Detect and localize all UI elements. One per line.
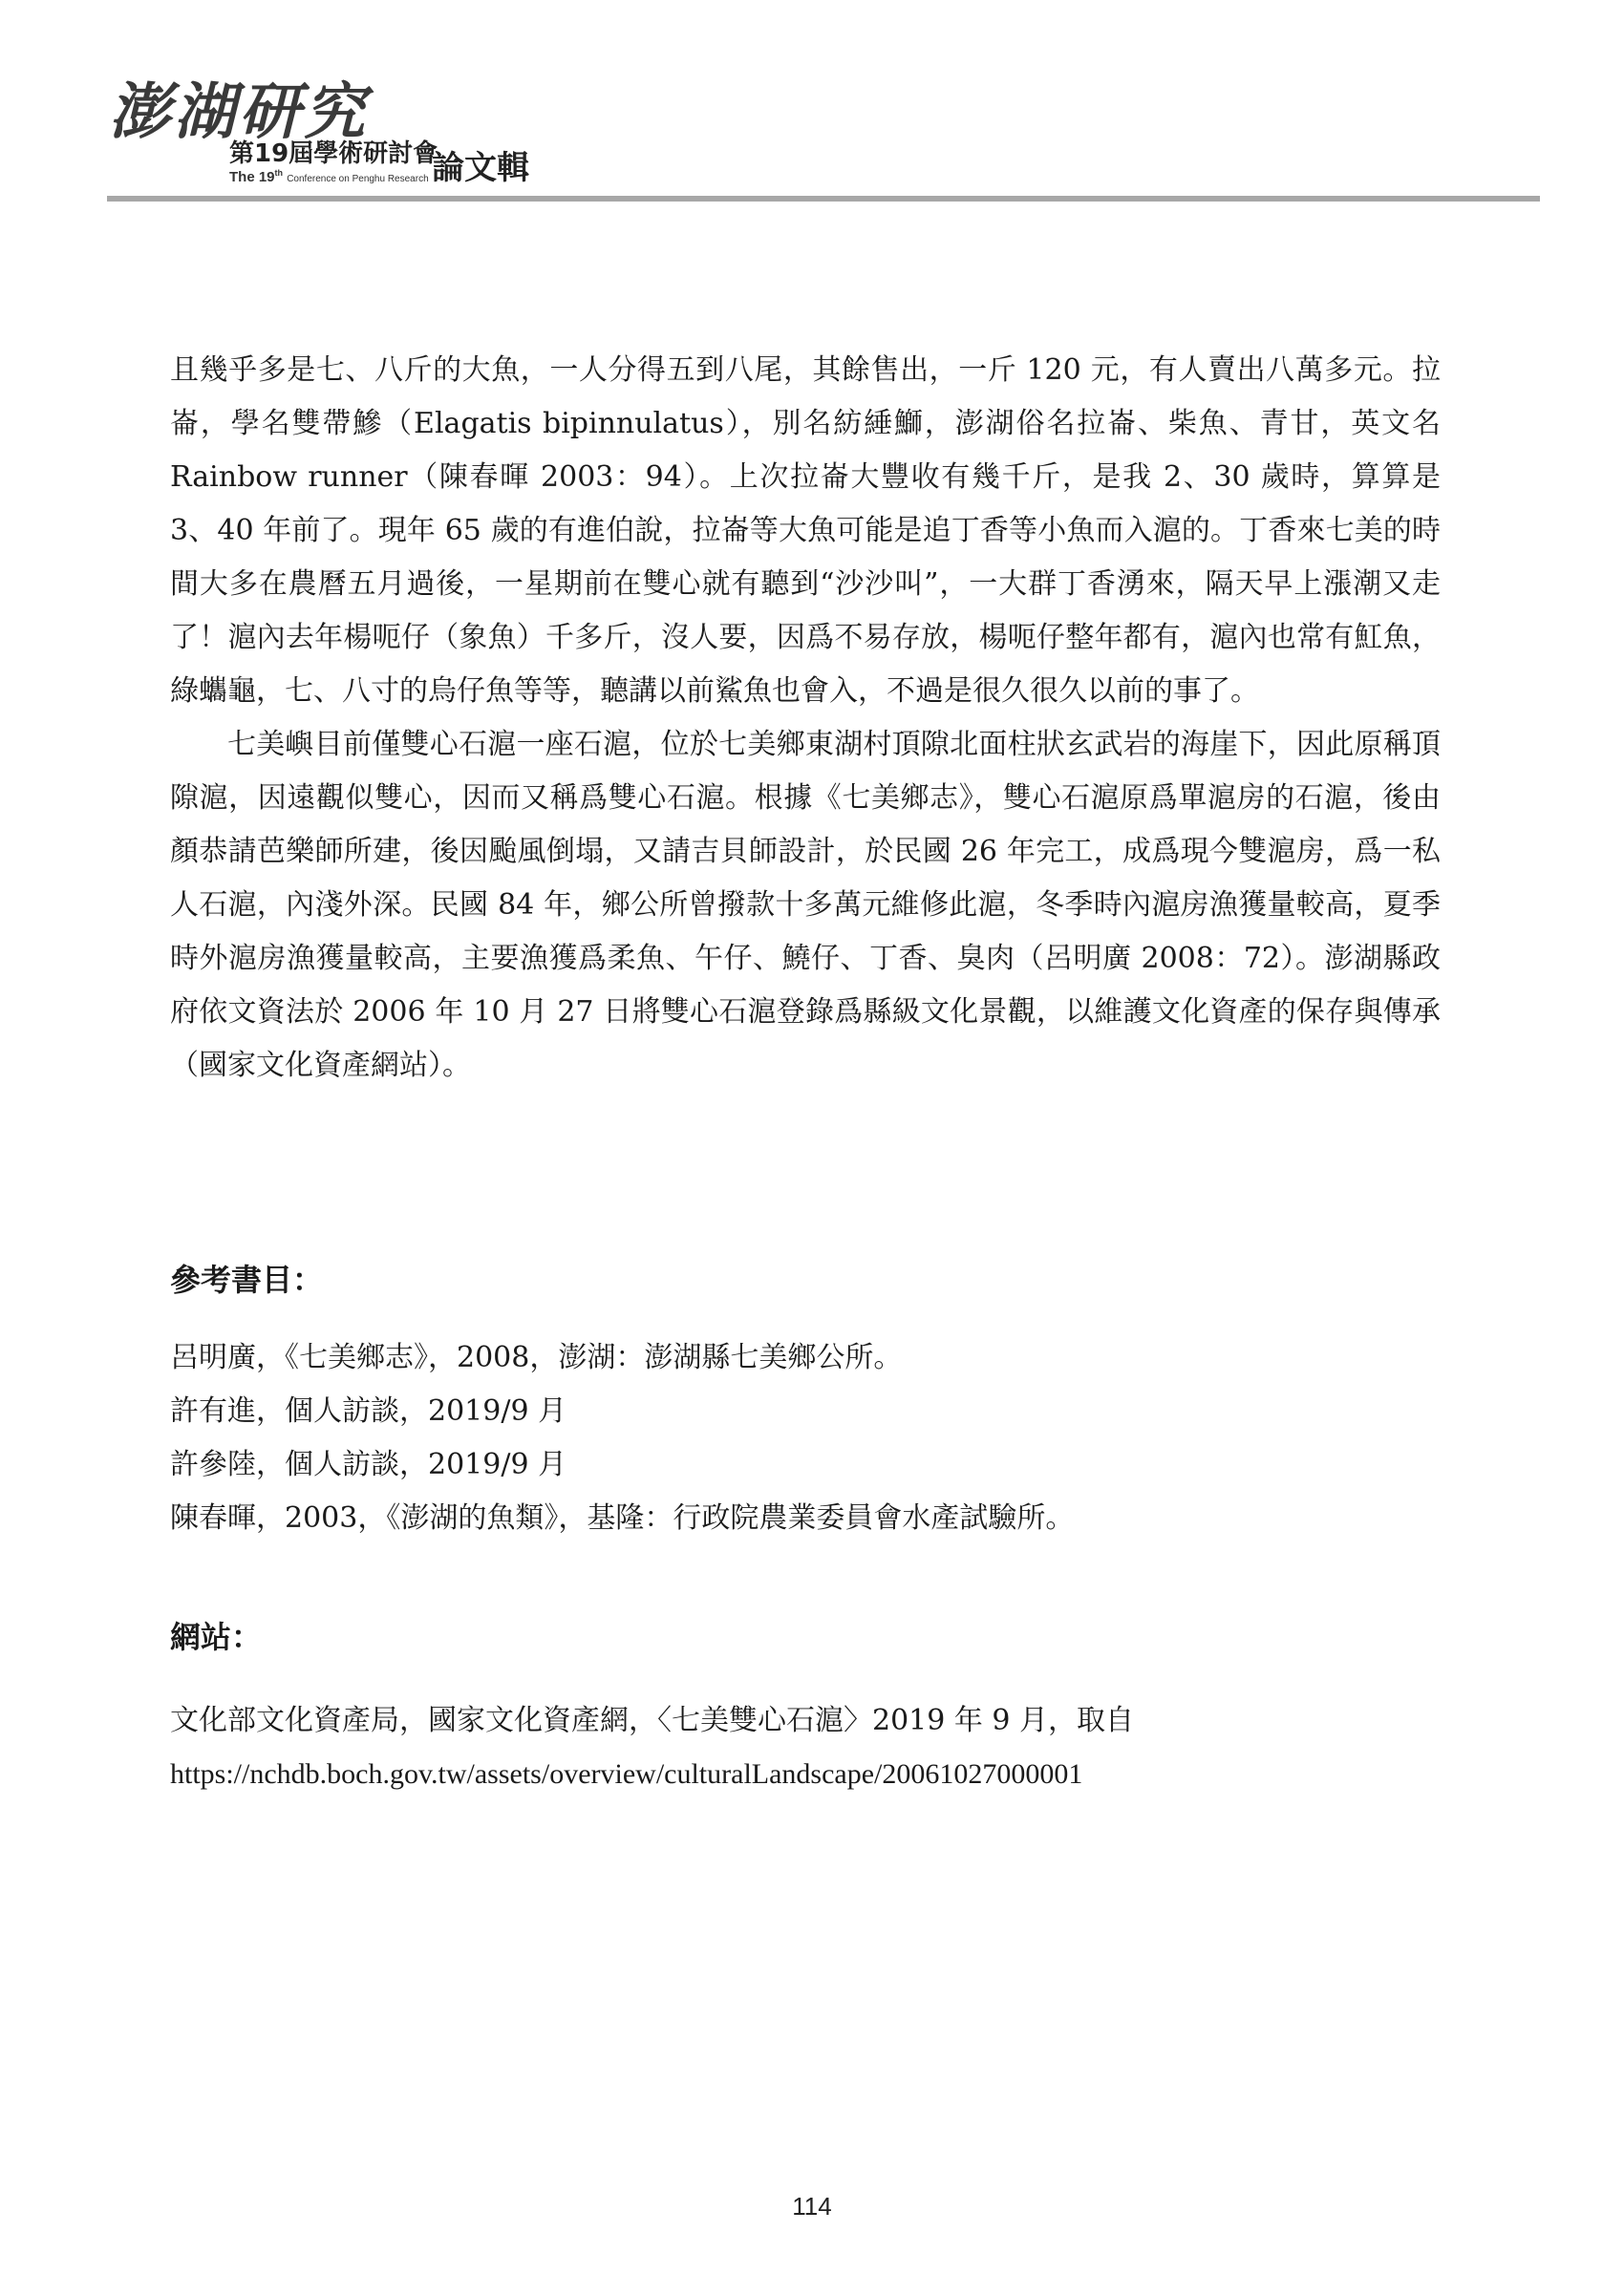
references-list bbox=[170, 1331, 1441, 1545]
conference-en-ordinal: th bbox=[274, 168, 284, 178]
page-header bbox=[107, 57, 1540, 201]
reference-item: 呂明廣，《七美鄉志》，2008，澎湖：澎湖縣七美鄉公所。 bbox=[170, 1341, 903, 1374]
body-paragraph-2: 七美嶼目前僅雙心石滬一座石滬，位於七美鄉東湖村頂隙北面柱狀玄武岩的海崖下，因此原稱頂隙滬，因遠觀似雙心，因而又稱爲雙心石滬。根據《七美鄉志》，雙心石滬原爲單滬房的石滬，後由顏恭請芭樂師所建，後因颱風倒塌，又請吉貝師設計，於民國 26 年完工，成爲現今雙滬房，爲一私人石滬，內淺外深。民國 84 年，鄉公所曾撥款十多萬元維修此滬，冬季時內滬房漁獲量較高，夏季時外滬房漁獲量較高，主要漁獲爲柔魚、午仔、鱙仔、丁香、臭肉（呂明廣 2008：72）。澎湖縣政府依文資法於 2006 年 10 月 27 日將雙心石滬登錄爲縣級文化景觀，以維護文化資產的保存與傳承（國家文化資產網站）。 bbox=[170, 728, 1441, 1082]
header-divider bbox=[107, 196, 1540, 202]
journal-logo-title: 澎湖研究 bbox=[109, 77, 369, 148]
references-heading: 參考書目： bbox=[170, 1262, 324, 1298]
page-number: 114 bbox=[792, 2192, 832, 2221]
page-content bbox=[170, 344, 1441, 1801]
reference-item: 許有進，個人訪談，2019/9 月 bbox=[170, 1394, 567, 1428]
websites-heading: 網站： bbox=[170, 1619, 263, 1655]
reference-item: 陳春暉，2003，《澎湖的魚類》，基隆：行政院農業委員會水產試驗所。 bbox=[170, 1501, 1075, 1535]
conference-en-prefix: The 19 bbox=[229, 169, 275, 185]
website-entry-text: 文化部文化資產局，國家文化資產網，〈七美雙心石滬〉2019 年 9 月，取自 bbox=[170, 1704, 1135, 1737]
reference-item: 許參陸，個人訪談，2019/9 月 bbox=[170, 1448, 567, 1481]
conference-en-name: Conference on Penghu Research bbox=[287, 174, 429, 184]
body-paragraph-1: 且幾乎多是七、八斤的大魚，一人分得五到八尾，其餘售出，一斤 120 元，有人賣出八萬多元。拉崙，學名雙帶鰺（Elagatis bipinnulatus），別名紡綞鰤，澎湖俗名拉崙、柴魚、青甘，英文名 Rainbow runner（陳春暉 2003：94）。上次拉崙大豐收有幾千斤，是我 2、30 歲時，算算是 3、40 年前了。現年 65 歲的有進伯說，拉崙等大魚可能是追丁香等小魚而入滬的。丁香來七美的時間大多在農曆五月過後，一星期前在雙心就有聽到“沙沙叫”，一大群丁香湧來，隔天早上漲潮又走了！滬內去年楊呃仔（象魚）千多斤，沒人要，因爲不易存放，楊呃仔整年都有，滬內也常有魟魚，綠蠵龜，七、八寸的烏仔魚等等，聽講以前鯊魚也會入，不過是很久很久以前的事了。 bbox=[170, 353, 1441, 708]
conference-title-en bbox=[229, 168, 429, 185]
conference-title-cjk: 第19屆學術研討會 bbox=[229, 139, 438, 168]
website-entry-url[interactable]: https://nchdb.boch.gov.tw/assets/overview/culturalLandscape/20061027000001 bbox=[170, 1758, 1083, 1790]
collection-label: 論文輯 bbox=[432, 149, 529, 187]
